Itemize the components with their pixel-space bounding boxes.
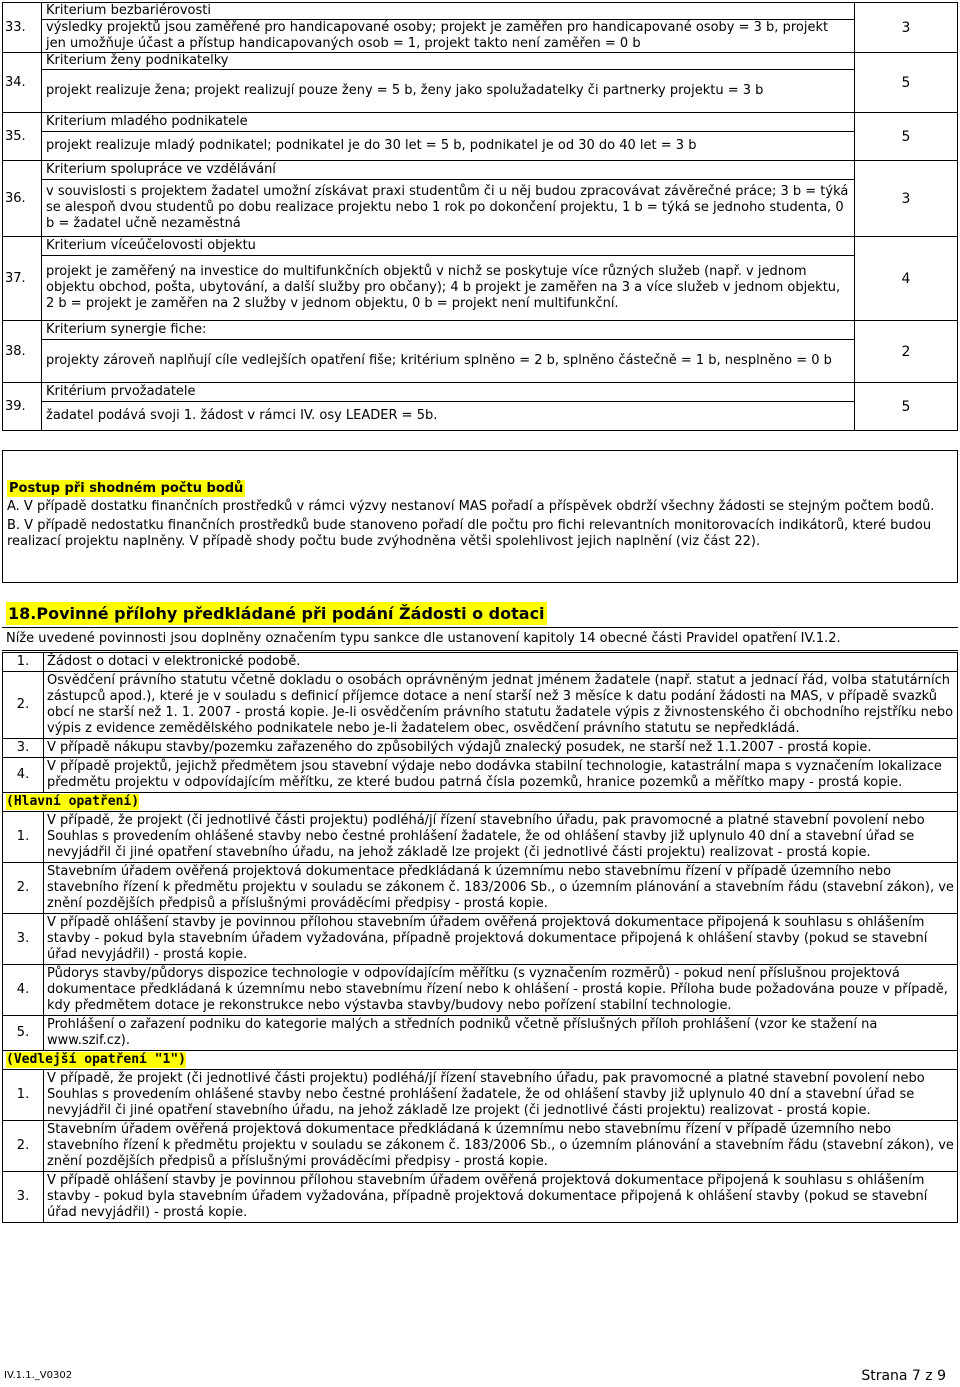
tie-break-title: Postup při shodném počtu bodů (9, 481, 244, 496)
criterion-text-row (3, 20, 958, 53)
attachment-text: Stavebním úřadem ověřená projektová dokumentace předkládaná k územnímu nebo stavebnímu řízení v případě územního nebo stavebního řízení k předmětu projektu v souladu se zákonem č. 183/2006 Sb., o územním plánování a stavebním řádu (stavební zákon), ve znění pozdějších předpisů a příslušnými prováděcími předpisy - prostá kopie. (44, 1121, 958, 1172)
attachment-group-header (3, 793, 958, 812)
criterion-number: 35. (3, 113, 42, 161)
attachment-group-title: (Vedlejší opatření "1") (6, 1052, 187, 1067)
criterion-points: 4 (855, 237, 958, 321)
criterion-description: projekt je zaměřený na investice do multifunkčních objektů v nichž se poskytuje více různých služeb (např. v jednom objektu obchod, pošta, ubytování, a další služby pro občany); 4 b projekt je zaměřen na 3 a více služeb v jednom objektu, 2 b = projekt je zaměřen na 2 služby v jednom objektu, 0 b = projekt není multifunkční. (42, 256, 855, 321)
criterion-points: 3 (855, 161, 958, 237)
attachment-number: 4. (3, 758, 44, 793)
criterion-label: Kritérium prvožadatele (42, 383, 855, 402)
criterion-number: 39. (3, 383, 42, 431)
criterion-text-row (3, 132, 958, 161)
attachment-text: Žádost o dotaci v elektronické podobě. (44, 653, 958, 672)
attachment-row (3, 653, 958, 672)
tie-break-b: B. V případě nedostatku finančních prostředků bude stanoveno pořadí dle počtu pro fichi relevantních monitorovacích indikátorů, které budou realizací projektu naplněny. V případě shody počtu bude zvýhodněna větši spolehlivost jejich naplnění (viz část 22). (7, 518, 932, 549)
criterion-text-row (3, 256, 958, 321)
attachment-row (3, 1070, 958, 1121)
criterion-label-row (3, 321, 958, 340)
attachment-row (3, 914, 958, 965)
tie-break-box (2, 450, 958, 583)
criterion-label-row (3, 237, 958, 256)
criterion-points: 5 (855, 53, 958, 113)
attachment-group-title: (Hlavní opatření) (6, 794, 140, 809)
attachment-number: 1. (3, 1070, 44, 1121)
attachment-text: V případě nákupu stavby/pozemku zařazeného do způsobilých výdajů znalecký posudek, ne starší než 1.1.2007 - prostá kopie. (44, 739, 958, 758)
footer-page-number: Strana 7 z 9 (861, 1368, 946, 1384)
criterion-label-row (3, 113, 958, 132)
attachment-row (3, 812, 958, 863)
criterion-description: výsledky projektů jsou zaměřené pro handicapované osoby; projekt je zaměřen pro handicapované osoby = 3 b, projekt jen umožňuje účast a přístup handicapovaných osob = 1, projekt takto není zaměřen = 0 b (42, 20, 855, 53)
attachment-number: 3. (3, 739, 44, 758)
criterion-label: Kriterium synergie fiche: (42, 321, 855, 340)
criterion-label-row (3, 3, 958, 20)
criteria-table (2, 2, 958, 431)
attachment-number: 2. (3, 863, 44, 914)
attachment-text: V případě, že projekt (či jednotlivé části projektu) podléhá/jí řízení stavebního úřadu, pak pravomocné a platné stavební povolení nebo Souhlas s provedením ohlášené stavby nebo čestné prohlášení žadatele, že od ohlášení stavby již uplynulo 40 dní a stavební úřad se nevyjádřil či jiné opatření stavebního úřadu, na jehož základě lze projekt (či jednotlivé části projektu) realizovat - prostá kopie. (44, 1070, 958, 1121)
criterion-label: Kriterium spolupráce ve vzdělávání (42, 161, 855, 180)
criterion-description: v souvislosti s projektem žadatel umožní získávat praxi studentům či u něj budou zpracovávat závěrečné práce; 3 b = týká se alespoň dvou studentů po dobu realizace projektu nebo 1 rok po dokončení projektu, 1 b = týká se jednoho studenta, 0 b = žadatel učně nezaměstná (42, 180, 855, 237)
criterion-points: 5 (855, 383, 958, 431)
attachment-number: 1. (3, 812, 44, 863)
criterion-points: 5 (855, 113, 958, 161)
attachment-group-header (3, 1051, 958, 1070)
attachment-row (3, 758, 958, 793)
attachment-row (3, 1016, 958, 1051)
attachment-number: 2. (3, 1121, 44, 1172)
attachment-row (3, 672, 958, 739)
attachment-number: 3. (3, 914, 44, 965)
section-18-intro: Níže uvedené povinnosti jsou doplněny označením typu sankce dle ustanovení kapitoly 14 obecné části Pravidel opatření IV.1.2. (2, 628, 958, 651)
criterion-label: Kriterium víceúčelovosti objektu (42, 237, 855, 256)
attachment-row (3, 739, 958, 758)
attachment-text: Stavebním úřadem ověřená projektová dokumentace předkládaná k územnímu nebo stavebnímu řízení v případě územního nebo stavebního řízení k předmětu projektu v souladu se zákonem č. 183/2006 Sb., o územním plánování a stavebním řádu (stavební zákon), ve znění pozdějších předpisů a příslušnými prováděcími předpisy - prostá kopie. (44, 863, 958, 914)
criterion-label-row (3, 53, 958, 70)
attachment-number: 1. (3, 653, 44, 672)
criterion-points: 3 (855, 3, 958, 53)
criterion-text-row (3, 180, 958, 237)
attachment-number: 4. (3, 965, 44, 1016)
criterion-text-row (3, 340, 958, 383)
criterion-number: 33. (3, 3, 42, 53)
tie-break-a: A. V případě dostatku finančních prostředků v rámci výzvy nestanoví MAS pořadí a příspěvek obdrží všechny žádosti se stejným počtem bodů. (7, 499, 935, 514)
criterion-label: Kriterium ženy podnikatelky (42, 53, 855, 70)
attachments-table (2, 652, 958, 1223)
criterion-label-row (3, 383, 958, 402)
criterion-points: 2 (855, 321, 958, 383)
attachment-text: V případě, že projekt (či jednotlivé části projektu) podléhá/jí řízení stavebního úřadu, pak pravomocné a platné stavební povolení nebo Souhlas s provedením ohlášené stavby nebo čestné prohlášení žadatele, že od ohlášení stavby již uplynulo 40 dní a stavební úřad se nevyjádřil či jiné opatření stavebního úřadu, na jehož základě lze projekt (či jednotlivé části projektu) realizovat - prostá kopie. (44, 812, 958, 863)
criterion-text-row (3, 402, 958, 431)
attachment-number: 2. (3, 672, 44, 739)
footer-doc-id: IV.1.1._V0302 (4, 1370, 73, 1381)
attachment-text: Osvědčení právního statutu včetně dokladu o osobách oprávněným jednat jménem žadatele (např. statut a jednací řád, volba statutárních zástupců apod.), které je v souladu s definicí příjemce dotace a není starší než 3 měsíce k datu podání žádosti na MAS, v případě svazků obcí ne starší než 1. 1. 2007 - prostá kopie. Je-li osvědčením právního statutu žadatele výpis z živnostenského či obchodního rejstříku nebo výpis z evidence zemědělského podnikatele nebo je-li žadatelem obec, osvědčení právního statutu se nepředkládá. (44, 672, 958, 739)
criterion-text-row (3, 70, 958, 113)
attachment-text: V případě ohlášení stavby je povinnou přílohou stavebním úřadem ověřená projektová dokumentace připojená k souhlasu s ohlášením stavby - pokud byla stavebním úřadem vyžadována, případně projektová dokumentace připojená k ohlášení stavby (pokud se stavební úřad nevyjádřil) - prostá kopie. (44, 914, 958, 965)
criterion-description: projekt realizuje žena; projekt realizují pouze ženy = 5 b, ženy jako spolužadatelky či partnerky projektu = 3 b (42, 70, 855, 113)
criterion-label: Kriterium bezbariérovosti (42, 3, 855, 20)
criterion-label-row (3, 161, 958, 180)
criterion-number: 37. (3, 237, 42, 321)
criterion-description: projekty zároveň naplňují cíle vedlejších opatření fiše; kritérium splněno = 2 b, splněno částečně = 1 b, nesplněno = 0 b (42, 340, 855, 383)
criterion-number: 38. (3, 321, 42, 383)
criterion-number: 36. (3, 161, 42, 237)
section-18-header (2, 600, 958, 651)
attachment-text: V případě ohlášení stavby je povinnou přílohou stavebním úřadem ověřená projektová dokumentace připojená k souhlasu s ohlášením stavby - pokud byla stavebním úřadem vyžadována, případně projektová dokumentace připojená k ohlášení stavby (pokud se stavební úřad nevyjádřil) - prostá kopie. (44, 1172, 958, 1223)
attachment-text: V případě projektů, jejichž předmětem jsou stavební výdaje nebo dodávka stabilní technologie, katastrální mapa s vyznačením lokalizace předmětu projektu v odpovídajícím měřítku, ze které budou patrná čísla pozemků, hranice pozemků a měřítko mapy - prostá kopie. (44, 758, 958, 793)
attachment-row (3, 1121, 958, 1172)
attachment-text: Prohlášení o zařazení podniku do kategorie malých a středních podniků včetně příslušných příloh prohlášení (vzor ke stažení na www.szif.cz). (44, 1016, 958, 1051)
attachment-row (3, 1172, 958, 1223)
section-18-title: 18.Povinné přílohy předkládané při podání Žádosti o dotaci (8, 604, 545, 623)
attachment-row (3, 965, 958, 1016)
criterion-description: žadatel podává svoji 1. žádost v rámci IV. osy LEADER = 5b. (42, 402, 855, 431)
attachment-text: Půdorys stavby/půdorys dispozice technologie v odpovídajícím měřítku (s vyznačením rozměrů) - pokud není příslušnou projektová dokumentace předkládaná k územnímu nebo stavebnímu řízení nebo k ohlášení - prostá kopie. Příloha bude požadována pouze v případě, kdy předmětem dotace je rekonstrukce nebo výstavba stavby/budovy nebo pořízení stabilní technologie. (44, 965, 958, 1016)
criterion-label: Kriterium mladého podnikatele (42, 113, 855, 132)
attachment-number: 5. (3, 1016, 44, 1051)
attachment-row (3, 863, 958, 914)
criterion-number: 34. (3, 53, 42, 113)
criterion-description: projekt realizuje mladý podnikatel; podnikatel je do 30 let = 5 b, podnikatel je od 30 do 40 let = 3 b (42, 132, 855, 161)
attachment-number: 3. (3, 1172, 44, 1223)
